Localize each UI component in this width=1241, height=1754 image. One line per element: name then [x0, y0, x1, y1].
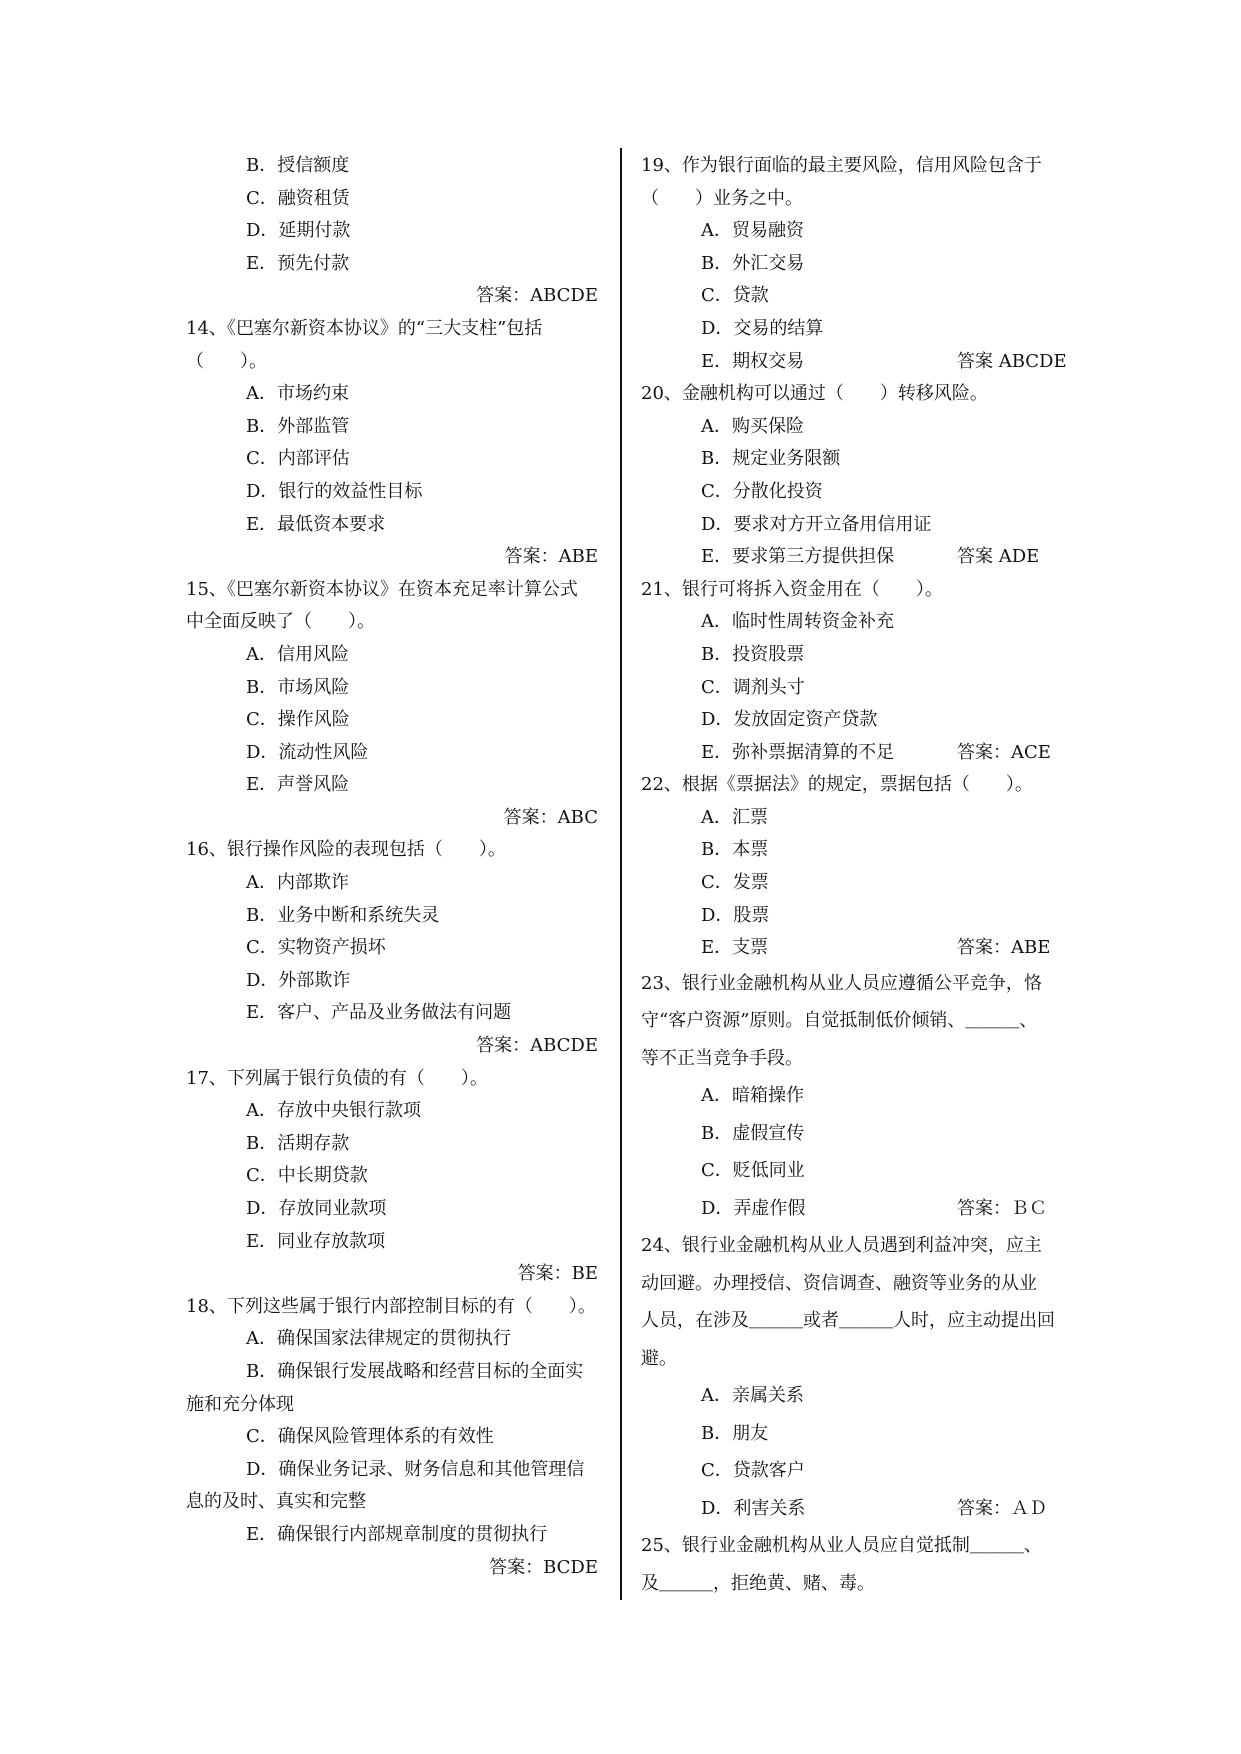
line-text: C．分散化投资	[701, 480, 823, 502]
line-text: C．贷款客户	[701, 1460, 805, 1482]
line-text: D．交易的结算	[701, 317, 824, 339]
option-line	[186, 215, 606, 248]
question-line	[186, 346, 606, 379]
question-line	[641, 1527, 1061, 1565]
option-line	[186, 1323, 606, 1356]
line-text: D．外部欺诈	[246, 969, 351, 991]
option-line	[186, 737, 606, 770]
option-line	[186, 965, 606, 998]
question-line	[186, 313, 606, 346]
line-text: B．外汇交易	[701, 252, 805, 274]
question-line	[641, 183, 1061, 216]
line-text: A．内部欺诈	[246, 872, 349, 894]
option-line	[641, 639, 1061, 672]
line-text: D．确保业务记录、财务信息和其他管理信	[246, 1458, 585, 1480]
line-text: C．发票	[701, 872, 769, 894]
line-text: B．外部监管	[246, 415, 350, 437]
option-line	[186, 248, 606, 281]
line-text: A．确保国家法律规定的贯彻执行	[246, 1328, 511, 1350]
line-text: 及＿＿＿，拒绝黄、赌、毒。	[641, 1572, 875, 1594]
answer-text: 答案：ABCDE	[476, 1035, 598, 1057]
answer-text: 答案：ABE	[957, 937, 1051, 959]
line-text: D．延期付款	[246, 220, 351, 242]
line-text: B．授信额度	[246, 155, 350, 176]
line-text: D．股票	[701, 904, 770, 926]
line-text: B．市场风险	[246, 676, 350, 698]
line-text: 21、银行可将拆入资金用在（ ）。	[641, 578, 943, 600]
option-line	[641, 1152, 1061, 1190]
line-text: 25、银行业金融机构从业人员应自觉抵制＿＿＿、	[641, 1535, 1042, 1557]
line-text: B．投资股票	[701, 643, 805, 665]
line-text: 中全面反映了（ ）。	[186, 611, 375, 633]
line-text: 14、《巴塞尔新资本协议》的“三大支柱”包括	[186, 317, 543, 339]
line-text: B．本票	[701, 839, 769, 861]
line-text: 22、根据《票据法》的规定，票据包括（ ）。	[641, 774, 1033, 796]
line-text: A．汇票	[701, 806, 768, 828]
line-text: 19、作为银行面临的最主要风险，信用风险包含于	[641, 155, 1042, 176]
line-text: 等不正当竞争手段。	[641, 1047, 803, 1069]
answer-text: 答案：BCDE	[489, 1556, 598, 1578]
option-line	[186, 443, 606, 476]
question-line	[641, 378, 1061, 411]
option-line	[186, 183, 606, 216]
option-line	[641, 672, 1061, 705]
option-line	[641, 802, 1061, 835]
right-column	[641, 150, 1067, 1602]
line-text: A．临时性周转资金补充	[701, 611, 894, 633]
option-line	[186, 672, 606, 705]
line-text: C．内部评估	[246, 448, 350, 470]
option-line	[186, 900, 606, 933]
line-text: 18、下列这些属于银行内部控制目标的有（ ）。	[186, 1295, 596, 1317]
answer-text: 答案：ABE	[504, 546, 598, 568]
line-text: A．购买保险	[701, 415, 804, 437]
answer-text: 答案：BE	[517, 1263, 598, 1285]
question-line	[641, 1565, 1061, 1603]
line-text: B．朋友	[701, 1422, 769, 1444]
line-text: 23、银行业金融机构从业人员应遵循公平竞争，恪	[641, 972, 1042, 994]
option-line	[186, 411, 606, 444]
option-line	[186, 1160, 606, 1193]
option-line	[641, 900, 1061, 933]
option-line	[641, 737, 1061, 770]
line-text: D．银行的效益性目标	[246, 480, 423, 502]
option-line	[641, 1190, 1061, 1228]
question-line	[641, 965, 1061, 1003]
line-text: C．调剂头寸	[701, 676, 805, 698]
line-text: E．预先付款	[246, 252, 350, 274]
option-line	[641, 476, 1061, 509]
line-text: C．实物资产损坏	[246, 937, 386, 959]
option-line	[186, 997, 606, 1030]
line-text: E．客户、产品及业务做法有问题	[246, 1002, 512, 1024]
line-text: D．利害关系	[701, 1497, 806, 1519]
line-text: 避。	[641, 1347, 677, 1369]
line-text: A．信用风险	[246, 643, 349, 665]
line-text: 动回避。办理授信、资信调查、融资等业务的从业	[641, 1272, 1037, 1294]
question-line	[186, 606, 606, 639]
line-text: C．中长期贷款	[246, 1165, 368, 1187]
answer-line	[186, 541, 606, 574]
option-line	[641, 1452, 1061, 1490]
option-line	[186, 509, 606, 542]
option-line	[641, 509, 1061, 542]
line-text: A．亲属关系	[701, 1385, 804, 1407]
line-text: D．要求对方开立备用信用证	[701, 513, 932, 535]
answer-line	[186, 280, 606, 313]
line-text: 息的及时、真实和完整	[186, 1491, 366, 1513]
line-text: A．存放中央银行款项	[246, 1100, 421, 1122]
line-text: D．弄虚作假	[701, 1197, 806, 1219]
line-text: D．发放固定资产贷款	[701, 709, 878, 731]
option-line	[186, 476, 606, 509]
line-text: E．要求第三方提供担保	[701, 546, 895, 568]
option-line	[186, 378, 606, 411]
line-text: 人员，在涉及＿＿＿或者＿＿＿人时，应主动提出回	[641, 1310, 1055, 1332]
line-text: E．弥补票据清算的不足	[701, 741, 895, 763]
line-text: C．操作风险	[246, 709, 350, 731]
question-line	[641, 1002, 1061, 1040]
question-line	[186, 574, 606, 607]
line-text: B．确保银行发展战略和经营目标的全面实	[246, 1360, 584, 1382]
line-text: 20、金融机构可以通过（ ）转移风险。	[641, 383, 988, 405]
option-line	[186, 150, 606, 183]
line-text: A．市场约束	[246, 383, 349, 405]
question-line	[186, 1291, 606, 1324]
option-line	[641, 280, 1061, 313]
option-line	[641, 1115, 1061, 1153]
option-line	[641, 932, 1061, 965]
line-text: E．期权交易	[701, 350, 805, 372]
option-line	[641, 704, 1061, 737]
answer-line	[186, 1030, 606, 1063]
option-line	[641, 346, 1067, 379]
line-text: B．业务中断和系统失灵	[246, 904, 440, 926]
option-line	[641, 215, 1061, 248]
option-line	[641, 834, 1061, 867]
answer-text: 答案：ＡＤ	[957, 1497, 1047, 1519]
line-text: C．确保风险管理体系的有效性	[246, 1426, 494, 1448]
answer-text: 答案 ADE	[957, 546, 1040, 568]
option-line	[186, 1356, 606, 1389]
line-text: D．存放同业款项	[246, 1198, 387, 1219]
option-line	[641, 1377, 1061, 1415]
option-line	[186, 704, 606, 737]
answer-text: 答案：ABCDE	[476, 285, 598, 307]
line-text: （ ）业务之中。	[641, 187, 803, 209]
option-line	[186, 1128, 606, 1161]
line-text: 16、银行操作风险的表现包括（ ）。	[186, 839, 506, 861]
line-text: （ ）。	[186, 350, 267, 372]
question-line	[186, 1389, 606, 1422]
line-text: D．流动性风险	[246, 741, 369, 763]
line-text: 17、下列属于银行负债的有（ ）。	[186, 1067, 488, 1089]
option-line	[186, 1095, 606, 1128]
answer-line	[186, 1552, 606, 1585]
answer-text: 答案：ABC	[503, 806, 598, 828]
option-line	[641, 1490, 1061, 1528]
question-line	[641, 1265, 1061, 1303]
line-text: 24、银行业金融机构从业人员遇到利益冲突，应主	[641, 1235, 1042, 1257]
option-line	[186, 1519, 606, 1552]
left-column	[186, 150, 606, 1584]
option-line	[186, 1421, 606, 1454]
line-text: B．虚假宣传	[701, 1122, 805, 1144]
option-line	[186, 1226, 606, 1259]
question-line	[641, 1227, 1061, 1265]
option-line	[186, 867, 606, 900]
question-line	[186, 1486, 606, 1519]
answer-line	[186, 1258, 606, 1291]
question-line	[641, 769, 1061, 802]
answer-line	[186, 802, 606, 835]
answer-text: 答案 ABCDE	[957, 350, 1067, 372]
option-line	[641, 1077, 1061, 1115]
question-line	[641, 1302, 1061, 1340]
question-line	[641, 150, 1061, 183]
option-line	[641, 541, 1061, 574]
option-line	[641, 606, 1061, 639]
column-divider	[620, 148, 622, 1600]
option-line	[641, 313, 1061, 346]
line-text: C．融资租赁	[246, 187, 350, 209]
option-line	[186, 1193, 606, 1226]
option-line	[641, 867, 1061, 900]
question-line	[186, 834, 606, 867]
line-text: E．同业存放款项	[246, 1230, 386, 1252]
line-text: E．最低资本要求	[246, 513, 386, 535]
line-text: E．支票	[701, 937, 769, 959]
option-line	[186, 932, 606, 965]
option-line	[186, 769, 606, 802]
option-line	[641, 248, 1061, 281]
line-text: B．规定业务限额	[701, 448, 841, 470]
option-line	[641, 411, 1061, 444]
line-text: A．贸易融资	[701, 220, 804, 242]
line-text: C．贷款	[701, 285, 769, 307]
answer-text: 答案：ＢＣ	[957, 1197, 1047, 1219]
question-line	[641, 574, 1061, 607]
line-text: A．暗箱操作	[701, 1085, 804, 1107]
option-line	[186, 1454, 606, 1487]
line-text: E．声誉风险	[246, 774, 350, 796]
line-text: E．确保银行内部规章制度的贯彻执行	[246, 1523, 548, 1545]
option-line	[186, 639, 606, 672]
answer-text: 答案：ACE	[957, 741, 1051, 763]
line-text: B．活期存款	[246, 1132, 350, 1154]
line-text: 15、《巴塞尔新资本协议》在资本充足率计算公式	[186, 578, 578, 600]
option-line	[641, 1415, 1061, 1453]
question-line	[641, 1040, 1061, 1078]
line-text: 施和充分体现	[186, 1393, 294, 1415]
option-line	[641, 443, 1061, 476]
line-text: 守“客户资源”原则。自觉抵制低价倾销、＿＿＿、	[641, 1010, 1038, 1032]
question-line	[186, 1063, 606, 1096]
line-text: C．贬低同业	[701, 1160, 805, 1182]
question-line	[641, 1340, 1061, 1378]
